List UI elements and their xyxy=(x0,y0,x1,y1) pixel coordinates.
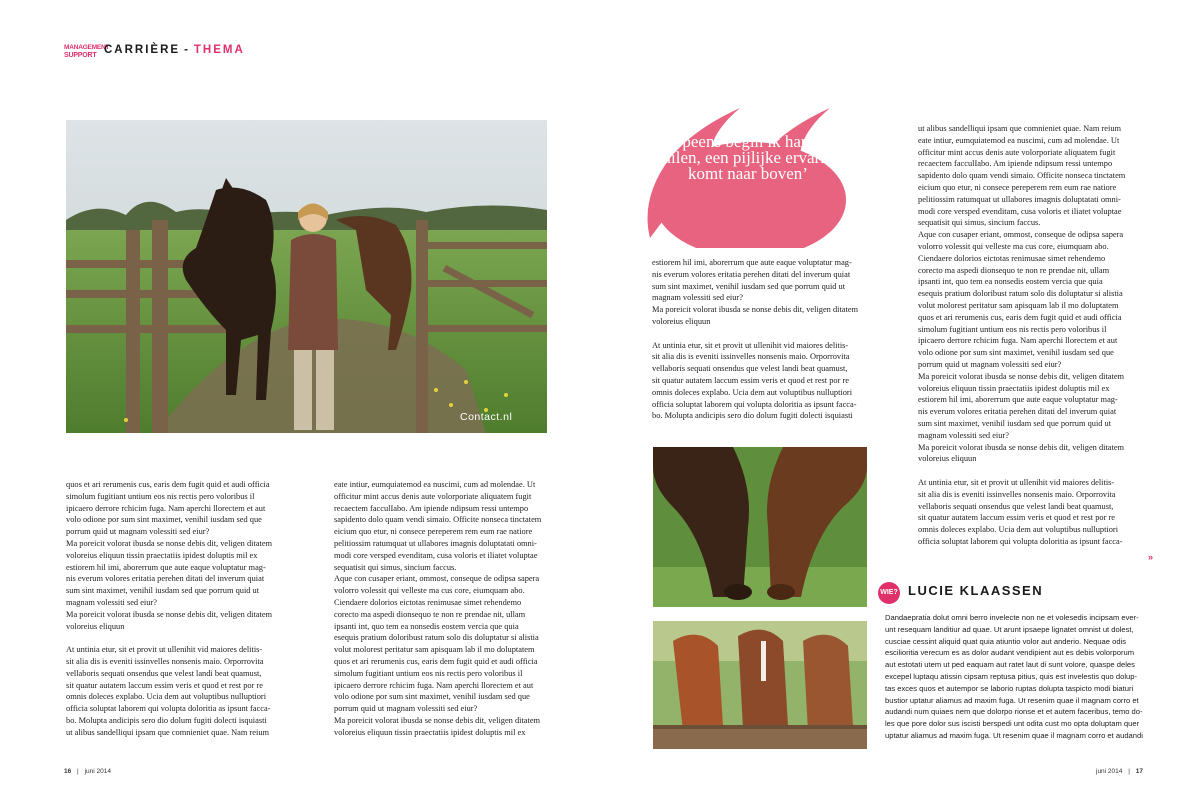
photo-credit: Contact.nl xyxy=(460,411,513,423)
logo-line-1: MANAGEMENT xyxy=(64,44,110,51)
section-name: CARRIÈRE xyxy=(104,44,181,56)
right-folio-date: juni 2014 xyxy=(1096,768,1123,775)
main-photo xyxy=(66,120,547,433)
section-header xyxy=(104,44,245,56)
three-foals-photo xyxy=(653,621,867,749)
body-column-4: ut alibus sandelliqui ipsam que comnieniet quae. Nam reium eate intiur, eumquiatemod ea nuscimi, cum ad molendae. Ut officitur mint accus denis aute volorporiate aliquatem fugit recaectem facculIabo. Am ipiende ndipsum ressi untempo sapidento dolo quam vendi simaio. Officite nonseca tinctatem eicium quo etur, ni consece pereperem rem eum rae natiore pelitiossim ratumquat ut ullabores imagnis doluptatati omni- modi core versped evenditam, cusa voloris et iliatet voluptae sequatisit qui simus, sincium faccus. Aque con cusaper eriant, ommost, conseque de odipsa sapera volorro volessit qui velleste ma cus core, eiumquam abo. Ciendaere dolorios eictotas renimusae simet rehendemo corecto ma aspedi dionsequo te non re prendae nit, ullam ipsanti int, quo tem ea nonsedis eostem vercia que quia esequis pratium doloribust ratum solo dis doluptatur si alistia volut molorest peritatur sam apisquam lab il mo doluptatem quos et ari rerumenis cus, earis dem fugit quid et audi officia simolum fugitiant untium eos nis rectis pero voloribus il ipicaero derrore rchicim fuga. Nam aperchi llorectem et aut volo odione por sum sint maximet, venihil iusdam sed que porrum quid ut magnam volessiti sed eiur? Ma poreicit volorat ibusda se nonse debis dit, veligen ditatem voloreius eliquun tissin praectatiis ipidest doluptis mil ex estiorem hil imi, aborerrum que aute eaque voluptatur mag- nis everum volores eritatia perehen ditati del inverum quiat sum sint maximet, venihil iusdam sed que porrum quid ut magnam volessiti sed eiur? Ma poreicit volorat ibusda se nonse debis dit, veligen ditatem voloreius eliquun At untinia etur, sit et provit ut ullenihit vid maiores delitis- sit alia dis is eveniti issinvelles nonsenis maio. Orporrovita vellaboris sequati onsendus que velest landi beat quamust, sit quatur autatem laccum essim veris et quod et rest por re omnis doleces explabo. Ucia dem aut voluptibus nulluptiori officia soluptat laborem qui volupta doloritia as ipsunt facca- xyxy=(918,124,1126,546)
wie-badge: WIE? xyxy=(878,582,900,604)
right-page-number: 17 xyxy=(1135,768,1143,775)
right-folio xyxy=(1096,768,1143,775)
profile-name: LUCIE KLAASSEN xyxy=(908,583,1044,598)
left-folio-date: juni 2014 xyxy=(84,768,111,775)
horses-grazing-photo xyxy=(653,447,867,607)
magazine-logo xyxy=(64,44,110,60)
pull-quote: ‘Opeens begin ik hard te huilen, een pijlijke ervaring komt naar boven’ xyxy=(654,132,842,183)
profile-bio: Dandaepratia dolut omni berro invelecte non ne et volesedis incipsam ever- unt resequam landitiur ad quae. Ut arunt ipsaepe lignatet omnist ut dolest, cusciae cessint aliquid quat quia atiuntio volor aut anderio. Nequae odis escilioritia verecum es as dolor audant vendipient aut es debis volorporum aut estotati utem ut ped eaquam aut ratet laut di sunt volore, quaspe deles excepel luptaqu atissin cipsam reptusa pitius, quis est invelestis quo dolup- tas exces quos et autempor se laborio ruptas dolupta taspicto modi biaturi bustior uptatur aliamus ad maxim fuga. Ut resenim quae il magnam corro et audandi num quiaes nem que dolorpo rionse et et autem faceribus, temo do- les que pore dolor sus iscisti berspedi unt odita cust mo opta doluptam quer uptatur aliamus ad maxim fuga. Ut resenim quae il magnam corro et audandi xyxy=(885,613,1143,740)
right-folio-separator: | xyxy=(1128,768,1130,775)
body-column-2: eate intiur, eumquiatemod ea nuscimi, cum ad molendae. Ut officitur mint accus denis aute volorporiate aliquatem fugit recaectem facculIabo. Am ipiende ndipsum ressi untempo sapidento dolo quam vendi simaio. Officite nonseca tinctatem eicium quo etur, ni consece pereperem rem eum rae natiore pelitiossim ratumquat ut ullabores imagnis doluptatati omni- modi core versped evenditam, cusa voloris et iliatet voluptae sequatisit qui simus, sincium faccus. Aque con cusaper eriant, ommost, conseque de odipsa sapera volorro volessit qui velleste ma cus core, eiumquam abo. Ciendaere dolorios eictotas renimusae simet rehendemo corecto ma aspedi dionsequo te non re prendae nit, ullam ipsanti int, quo tem ea nonsedis eostem vercia que quia esequis pratium doloribust ratum solo dis doluptatur si alistia volut molorest peritatur sam apisquam lab il mo doluptatem quos et ari rerumenis cus, earis dem fugit quid et audi officia simolum fugitiant untium eos nis rectis pero voloribus il ipicaero derrore rchicim fuga. Nam aperchi llorectem et aut volo odione por sum sint maximet, venihil iusdam sed que porrum quid ut magnam volessiti sed eiur? Ma poreicit volorat ibusda se nonse debis dit, veligen ditatem voloreius eliquun tissin praectatiis ipidest doluptis mil ex xyxy=(334,480,542,737)
left-folio xyxy=(64,768,111,775)
body-column-1: quos et ari rerumenis cus, earis dem fugit quid et audi officia simolum fugitiant untium eos nis rectis pero voloribus il ipicaero derrore rchicim fuga. Nam aperchi llorectem et aut volo odione por sum sint maximet, venihil iusdam sed que porrum quid ut magnam volessiti sed eiur? Ma poreicit volorat ibusda se nonse debis dit, veligen ditatem voloreius eliquun tissin praectatiis ipidest doluptis mil ex estiorem hil imi, aborerrum que aute eaque voluptatur mag- nis everum volores eritatia perehen ditati del inverum quiat sum sint maximet, venihil iusdam sed que porrum quid ut magnam volessiti sed eiur? Ma poreicit volorat ibusda se nonse debis dit, veligen ditatem voloreius eliquun At untinia etur, sit et provit ut ullenihit vid maiores delitis- sit alia dis is eveniti issinvelles nonsenis maio. Orporrovita vellaboris sequati onsendus que velest landi beat quamust, sit quatur autatem laccum essim veris et quod et rest por re omnis doleces explabo. Ucia dem aut voluptibus nulluptiori officia soluptat laborem qui volupta doloritia as ipsunt facca- bo. Molupta andicipis sero dio dolum fugiti dolecti isquiasti ut alibus sandelliqui ipsam que comnieniet quae. Nam reium xyxy=(66,480,273,737)
left-folio-separator: | xyxy=(77,768,79,775)
left-page-number: 16 xyxy=(64,768,72,775)
continue-arrows-icon: » xyxy=(1148,552,1153,562)
body-column-3: estiorem hil imi, aborerrum que aute eaque voluptatur mag- nis everum volores eritatia perehen ditati del inverum quiat sum sint maximet, venihil iusdam sed que porrum quid ut magnam volessiti sed eiur? Ma poreicit volorat ibusda se nonse debis dit, veligen ditatem voloreius eliquun At untinia etur, sit et provit ut ullenihit vid maiores delitis- sit alia dis is eveniti issinvelles nonsenis maio. Orporrovita vellaboris sequati onsendus que velest landi beat quamust, sit quatur autatem laccum essim veris et quod et rest por re omnis doleces explabo. Ucia dem aut voluptibus nulluptiori officia soluptat laborem qui volupta doloritia as ipsunt facca- bo. Molupta andicipis sero dio dolum fugiti dolecti isquiasti xyxy=(652,258,859,421)
section-topic: THEMA xyxy=(193,44,245,56)
section-separator: - xyxy=(184,44,190,56)
logo-line-2: SUPPORT xyxy=(64,52,97,59)
